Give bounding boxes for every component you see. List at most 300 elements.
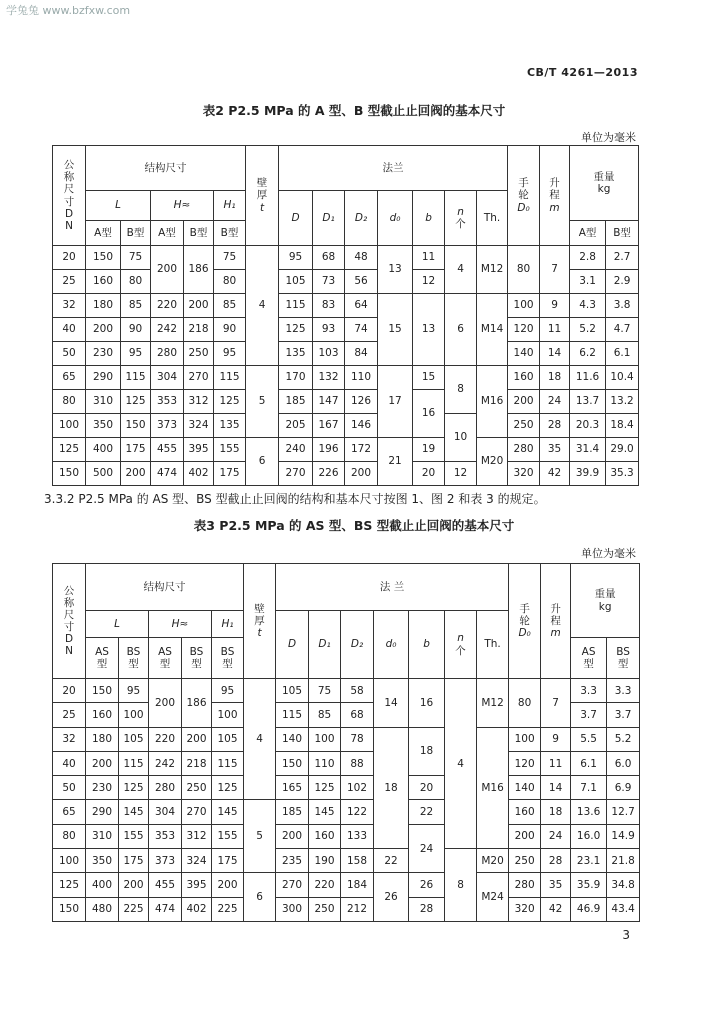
cell-D: 165 — [276, 776, 309, 800]
cell-m: 18 — [541, 800, 571, 824]
header-L-a: A型 — [86, 221, 121, 246]
cell-D2: 56 — [345, 270, 378, 294]
cell-m: 7 — [540, 246, 570, 294]
cell-D0: 160 — [508, 366, 540, 390]
cell-D: 105 — [276, 679, 309, 703]
cell-H-a: 353 — [151, 390, 184, 414]
header-D2: D₂ — [345, 191, 378, 246]
header-H-a: A型 — [151, 221, 184, 246]
table-row — [53, 897, 640, 921]
cell-L-b: 200 — [119, 873, 149, 897]
cell-H-b: 312 — [184, 390, 214, 414]
cell-H-b: 270 — [184, 366, 214, 390]
cell-D: 235 — [276, 849, 309, 873]
header-H-b: BS 型 — [182, 638, 212, 679]
table-row — [53, 414, 639, 438]
cell-D2: 122 — [341, 800, 374, 824]
cell-L-a: 500 — [86, 462, 121, 486]
cell-H1: 105 — [212, 727, 244, 751]
cell-weight-b: 35.3 — [606, 462, 639, 486]
header-weight: 重量 kg — [571, 564, 640, 638]
cell-b: 16 — [413, 390, 445, 438]
header-L: L — [86, 611, 149, 638]
header-flange: 法 兰 — [276, 564, 509, 611]
cell-L-a: 290 — [86, 366, 121, 390]
header-D: D — [276, 611, 309, 679]
cell-L-a: 200 — [86, 751, 119, 775]
cell-L-a: 480 — [86, 897, 119, 921]
cell-d0: 13 — [378, 246, 413, 294]
cell-D2: 68 — [341, 703, 374, 727]
cell-H-a: 242 — [149, 751, 182, 775]
cell-Th: M12 — [477, 246, 508, 294]
cell-m: 28 — [541, 849, 571, 873]
cell-weight-b: 6.0 — [607, 751, 640, 775]
table-row — [53, 390, 639, 414]
cell-H-b: 402 — [184, 462, 214, 486]
cell-L-b: 155 — [119, 824, 149, 848]
cell-D0: 250 — [509, 849, 541, 873]
header-lift: 升 程 m — [541, 564, 571, 679]
cell-H-b: 324 — [182, 849, 212, 873]
table-row — [53, 800, 640, 824]
cell-H-a: 220 — [149, 727, 182, 751]
cell-H1: 145 — [212, 800, 244, 824]
cell-weight-b: 6.1 — [606, 342, 639, 366]
cell-L-a: 160 — [86, 270, 121, 294]
cell-b: 18 — [409, 727, 445, 776]
cell-H-a: 220 — [151, 294, 184, 318]
cell-H1: 80 — [214, 270, 246, 294]
cell-D1: 103 — [313, 342, 345, 366]
cell-H-b: 395 — [182, 873, 212, 897]
table2-title: 表2 P2.5 MPa 的 A 型、B 型截止止回阀的基本尺寸 — [202, 103, 506, 118]
cell-D: 270 — [276, 873, 309, 897]
cell-Th: M16 — [477, 727, 509, 848]
cell-weight-a: 4.3 — [570, 294, 606, 318]
cell-dn: 100 — [53, 849, 86, 873]
header-row — [53, 146, 639, 191]
cell-weight-a: 23.1 — [571, 849, 607, 873]
cell-D1: 145 — [309, 800, 341, 824]
cell-dn: 125 — [53, 873, 86, 897]
cell-D2: 146 — [345, 414, 378, 438]
cell-weight-a: 11.6 — [570, 366, 606, 390]
cell-D1: 132 — [313, 366, 345, 390]
cell-H1: 100 — [212, 703, 244, 727]
page-number: 3 — [622, 928, 630, 942]
section-3-3-2: 3.3.2 P2.5 MPa 的 AS 型、BS 型截止止回阀的结构和基本尺寸按图 1、图 2 和表 3 的规定。 — [44, 492, 546, 506]
cell-dn: 40 — [53, 318, 86, 342]
cell-n: 12 — [445, 462, 477, 486]
cell-D2: 184 — [341, 873, 374, 897]
cell-L-b: 150 — [121, 414, 151, 438]
header-wall: 壁 厚 t — [246, 146, 279, 246]
cell-H1: 125 — [212, 776, 244, 800]
cell-D2: 158 — [341, 849, 374, 873]
cell-D: 200 — [276, 824, 309, 848]
cell-H1: 75 — [214, 246, 246, 270]
cell-L-b: 80 — [121, 270, 151, 294]
cell-dn: 20 — [53, 679, 86, 703]
cell-D0: 120 — [509, 751, 541, 775]
cell-D2: 110 — [345, 366, 378, 390]
cell-weight-b: 12.7 — [607, 800, 640, 824]
cell-m: 24 — [540, 390, 570, 414]
cell-D1: 147 — [313, 390, 345, 414]
header-weight: 重量 kg — [570, 146, 639, 221]
cell-weight-a: 3.7 — [571, 703, 607, 727]
cell-dn: 32 — [53, 727, 86, 751]
cell-weight-b: 3.8 — [606, 294, 639, 318]
header-L: L — [86, 191, 151, 221]
header-D1: D₁ — [313, 191, 345, 246]
cell-m: 9 — [541, 727, 571, 751]
cell-D0: 320 — [508, 462, 540, 486]
cell-t: 4 — [244, 679, 276, 800]
cell-L-a: 180 — [86, 727, 119, 751]
cell-m: 42 — [540, 462, 570, 486]
header-n: n 个 — [445, 191, 477, 246]
cell-m: 42 — [541, 897, 571, 921]
cell-D1: 75 — [309, 679, 341, 703]
cell-L-a: 160 — [86, 703, 119, 727]
cell-L-b: 225 — [119, 897, 149, 921]
cell-H-a: 304 — [149, 800, 182, 824]
cell-d0: 15 — [378, 294, 413, 366]
cell-D: 105 — [279, 270, 313, 294]
cell-m: 24 — [541, 824, 571, 848]
cell-weight-b: 3.3 — [607, 679, 640, 703]
cell-H1: 95 — [214, 342, 246, 366]
cell-L-b: 75 — [121, 246, 151, 270]
cell-L-b: 115 — [121, 366, 151, 390]
header-wheel: 手 轮 D₀ — [508, 146, 540, 246]
cell-D: 115 — [276, 703, 309, 727]
header-H1: H₁ — [214, 191, 246, 221]
cell-D1: 110 — [309, 751, 341, 775]
cell-D: 140 — [276, 727, 309, 751]
cell-D1: 73 — [313, 270, 345, 294]
cell-dn: 80 — [53, 390, 86, 414]
table-row — [53, 679, 640, 703]
watermark: 学兔兔 www.bzfxw.com — [6, 4, 131, 17]
cell-b: 20 — [413, 462, 445, 486]
cell-dn: 25 — [53, 703, 86, 727]
cell-L-a: 290 — [86, 800, 119, 824]
cell-H1: 135 — [214, 414, 246, 438]
table-row — [53, 727, 640, 751]
cell-weight-a: 7.1 — [571, 776, 607, 800]
cell-b: 11 — [413, 246, 445, 270]
cell-L-b: 200 — [121, 462, 151, 486]
table-row — [53, 462, 639, 486]
cell-H-b: 200 — [182, 727, 212, 751]
cell-H-b: 395 — [184, 438, 214, 462]
cell-m: 35 — [541, 873, 571, 897]
cell-weight-a: 13.7 — [570, 390, 606, 414]
table-row — [53, 438, 639, 462]
table-row — [53, 246, 639, 270]
cell-H-b: 186 — [184, 246, 214, 294]
cell-H-a: 280 — [149, 776, 182, 800]
cell-b: 24 — [409, 824, 445, 873]
cell-D0: 160 — [509, 800, 541, 824]
cell-D2: 84 — [345, 342, 378, 366]
cell-t: 5 — [246, 366, 279, 438]
cell-D0: 80 — [508, 246, 540, 294]
cell-Th: M12 — [477, 679, 509, 728]
cell-H-a: 474 — [151, 462, 184, 486]
table-row — [53, 776, 640, 800]
header-weight-b: BS 型 — [607, 638, 640, 679]
cell-H-a: 280 — [151, 342, 184, 366]
standard-number: CB/T 4261—2013 — [526, 66, 638, 79]
header-H-a: AS 型 — [149, 638, 182, 679]
cell-H1: 225 — [212, 897, 244, 921]
header-H: H≈ — [151, 191, 214, 221]
cell-weight-b: 18.4 — [606, 414, 639, 438]
header-flange: 法兰 — [279, 146, 508, 191]
cell-L-a: 200 — [86, 318, 121, 342]
cell-dn: 125 — [53, 438, 86, 462]
cell-dn: 100 — [53, 414, 86, 438]
cell-dn: 20 — [53, 246, 86, 270]
cell-D: 240 — [279, 438, 313, 462]
cell-D2: 88 — [341, 751, 374, 775]
cell-H1: 175 — [212, 849, 244, 873]
cell-L-b: 125 — [119, 776, 149, 800]
cell-D: 135 — [279, 342, 313, 366]
cell-Th: M16 — [477, 366, 508, 438]
header-weight-b: B型 — [606, 221, 639, 246]
cell-D0: 200 — [508, 390, 540, 414]
cell-L-a: 230 — [86, 342, 121, 366]
cell-m: 11 — [541, 751, 571, 775]
cell-weight-a: 2.8 — [570, 246, 606, 270]
cell-D1: 100 — [309, 727, 341, 751]
cell-D0: 100 — [508, 294, 540, 318]
cell-H-b: 402 — [182, 897, 212, 921]
header-D2: D₂ — [341, 611, 374, 679]
header-L-a: AS 型 — [86, 638, 119, 679]
cell-H1: 125 — [214, 390, 246, 414]
cell-D1: 93 — [313, 318, 345, 342]
cell-D1: 250 — [309, 897, 341, 921]
cell-D1: 85 — [309, 703, 341, 727]
cell-D1: 196 — [313, 438, 345, 462]
cell-L-a: 400 — [86, 438, 121, 462]
header-d0: d₀ — [378, 191, 413, 246]
cell-L-b: 105 — [119, 727, 149, 751]
cell-d0: 17 — [378, 366, 413, 438]
cell-D1: 83 — [313, 294, 345, 318]
header-H1-b: B型 — [214, 221, 246, 246]
cell-H-a: 455 — [149, 873, 182, 897]
table-row — [53, 294, 639, 318]
cell-D: 270 — [279, 462, 313, 486]
cell-L-a: 310 — [86, 824, 119, 848]
cell-t: 4 — [246, 246, 279, 366]
cell-L-b: 95 — [119, 679, 149, 703]
cell-L-b: 145 — [119, 800, 149, 824]
cell-weight-a: 39.9 — [570, 462, 606, 486]
header-Th: Th. — [477, 611, 509, 679]
cell-weight-b: 21.8 — [607, 849, 640, 873]
cell-dn: 80 — [53, 824, 86, 848]
cell-b: 19 — [413, 438, 445, 462]
header-D1: D₁ — [309, 611, 341, 679]
cell-m: 9 — [540, 294, 570, 318]
cell-H1: 115 — [214, 366, 246, 390]
cell-H-b: 312 — [182, 824, 212, 848]
cell-weight-a: 5.2 — [570, 318, 606, 342]
table-row — [53, 849, 640, 873]
cell-L-b: 175 — [119, 849, 149, 873]
cell-dn: 65 — [53, 800, 86, 824]
cell-b: 15 — [413, 366, 445, 390]
cell-H1: 155 — [212, 824, 244, 848]
cell-D: 95 — [279, 246, 313, 270]
cell-D0: 200 — [509, 824, 541, 848]
cell-Th: M20 — [477, 849, 509, 873]
header-b: b — [409, 611, 445, 679]
cell-H-a: 474 — [149, 897, 182, 921]
cell-weight-b: 43.4 — [607, 897, 640, 921]
cell-D: 185 — [276, 800, 309, 824]
cell-H-b: 270 — [182, 800, 212, 824]
cell-weight-b: 5.2 — [607, 727, 640, 751]
cell-weight-b: 3.7 — [607, 703, 640, 727]
cell-weight-a: 6.2 — [570, 342, 606, 366]
cell-L-a: 150 — [86, 679, 119, 703]
cell-b: 26 — [409, 873, 445, 897]
header-Th: Th. — [477, 191, 508, 246]
cell-H-b: 218 — [182, 751, 212, 775]
header-wheel: 手 轮 D₀ — [509, 564, 541, 679]
cell-H1: 85 — [214, 294, 246, 318]
cell-D2: 64 — [345, 294, 378, 318]
cell-D1: 190 — [309, 849, 341, 873]
cell-b: 20 — [409, 776, 445, 800]
cell-weight-b: 2.9 — [606, 270, 639, 294]
cell-D: 185 — [279, 390, 313, 414]
header-H1: H₁ — [212, 611, 244, 638]
cell-L-a: 350 — [86, 849, 119, 873]
cell-b: 22 — [409, 800, 445, 824]
cell-D: 115 — [279, 294, 313, 318]
cell-weight-b: 34.8 — [607, 873, 640, 897]
cell-D0: 120 — [508, 318, 540, 342]
header-lift: 升 程 m — [540, 146, 570, 246]
cell-n: 4 — [445, 246, 477, 294]
header-wall: 壁 厚 t — [244, 564, 276, 679]
table-row — [53, 873, 640, 897]
cell-L-b: 115 — [119, 751, 149, 775]
cell-D2: 48 — [345, 246, 378, 270]
header-D: D — [279, 191, 313, 246]
header-row — [53, 564, 640, 611]
cell-D2: 212 — [341, 897, 374, 921]
cell-D0: 250 — [508, 414, 540, 438]
cell-D0: 140 — [509, 776, 541, 800]
cell-weight-a: 31.4 — [570, 438, 606, 462]
cell-d0: 21 — [378, 438, 413, 486]
cell-weight-a: 6.1 — [571, 751, 607, 775]
cell-D0: 280 — [509, 873, 541, 897]
cell-weight-b: 13.2 — [606, 390, 639, 414]
cell-weight-b: 4.7 — [606, 318, 639, 342]
cell-weight-a: 3.1 — [570, 270, 606, 294]
cell-H-a: 373 — [149, 849, 182, 873]
cell-L-b: 125 — [121, 390, 151, 414]
cell-b: 12 — [413, 270, 445, 294]
cell-weight-a: 20.3 — [570, 414, 606, 438]
cell-L-a: 180 — [86, 294, 121, 318]
cell-n: 8 — [445, 366, 477, 414]
table2 — [52, 145, 639, 486]
cell-m: 14 — [540, 342, 570, 366]
cell-weight-b: 29.0 — [606, 438, 639, 462]
header-H-b: B型 — [184, 221, 214, 246]
cell-b: 16 — [409, 679, 445, 728]
cell-weight-a: 46.9 — [571, 897, 607, 921]
cell-H1: 155 — [214, 438, 246, 462]
cell-H1: 115 — [212, 751, 244, 775]
table-row — [53, 342, 639, 366]
cell-weight-a: 5.5 — [571, 727, 607, 751]
cell-dn: 25 — [53, 270, 86, 294]
header-L-b: B型 — [121, 221, 151, 246]
cell-H-b: 218 — [184, 318, 214, 342]
cell-t: 5 — [244, 800, 276, 873]
header-dn: 公 称 尺 寸 D N — [53, 146, 86, 246]
header-n: n 个 — [445, 611, 477, 679]
cell-L-b: 175 — [121, 438, 151, 462]
cell-dn: 32 — [53, 294, 86, 318]
cell-weight-a: 13.6 — [571, 800, 607, 824]
cell-D0: 140 — [508, 342, 540, 366]
cell-D2: 58 — [341, 679, 374, 703]
cell-n: 4 — [445, 679, 477, 849]
table-row — [53, 751, 640, 775]
cell-d0: 18 — [374, 727, 409, 848]
cell-d0: 26 — [374, 873, 409, 922]
cell-L-a: 310 — [86, 390, 121, 414]
cell-D1: 226 — [313, 462, 345, 486]
cell-L-a: 150 — [86, 246, 121, 270]
cell-D: 125 — [279, 318, 313, 342]
cell-H-a: 455 — [151, 438, 184, 462]
cell-m: 35 — [540, 438, 570, 462]
cell-H-a: 200 — [149, 679, 182, 728]
cell-m: 28 — [540, 414, 570, 438]
cell-D2: 126 — [345, 390, 378, 414]
cell-H-b: 186 — [182, 679, 212, 728]
header-weight-a: A型 — [570, 221, 606, 246]
cell-weight-b: 10.4 — [606, 366, 639, 390]
header-H: H≈ — [149, 611, 212, 638]
cell-t: 6 — [244, 873, 276, 922]
table3 — [52, 563, 640, 922]
cell-L-b: 85 — [121, 294, 151, 318]
cell-H1: 175 — [214, 462, 246, 486]
cell-b: 13 — [413, 294, 445, 366]
cell-H-a: 200 — [151, 246, 184, 294]
cell-weight-b: 14.9 — [607, 824, 640, 848]
cell-dn: 150 — [53, 462, 86, 486]
cell-d0: 14 — [374, 679, 409, 728]
